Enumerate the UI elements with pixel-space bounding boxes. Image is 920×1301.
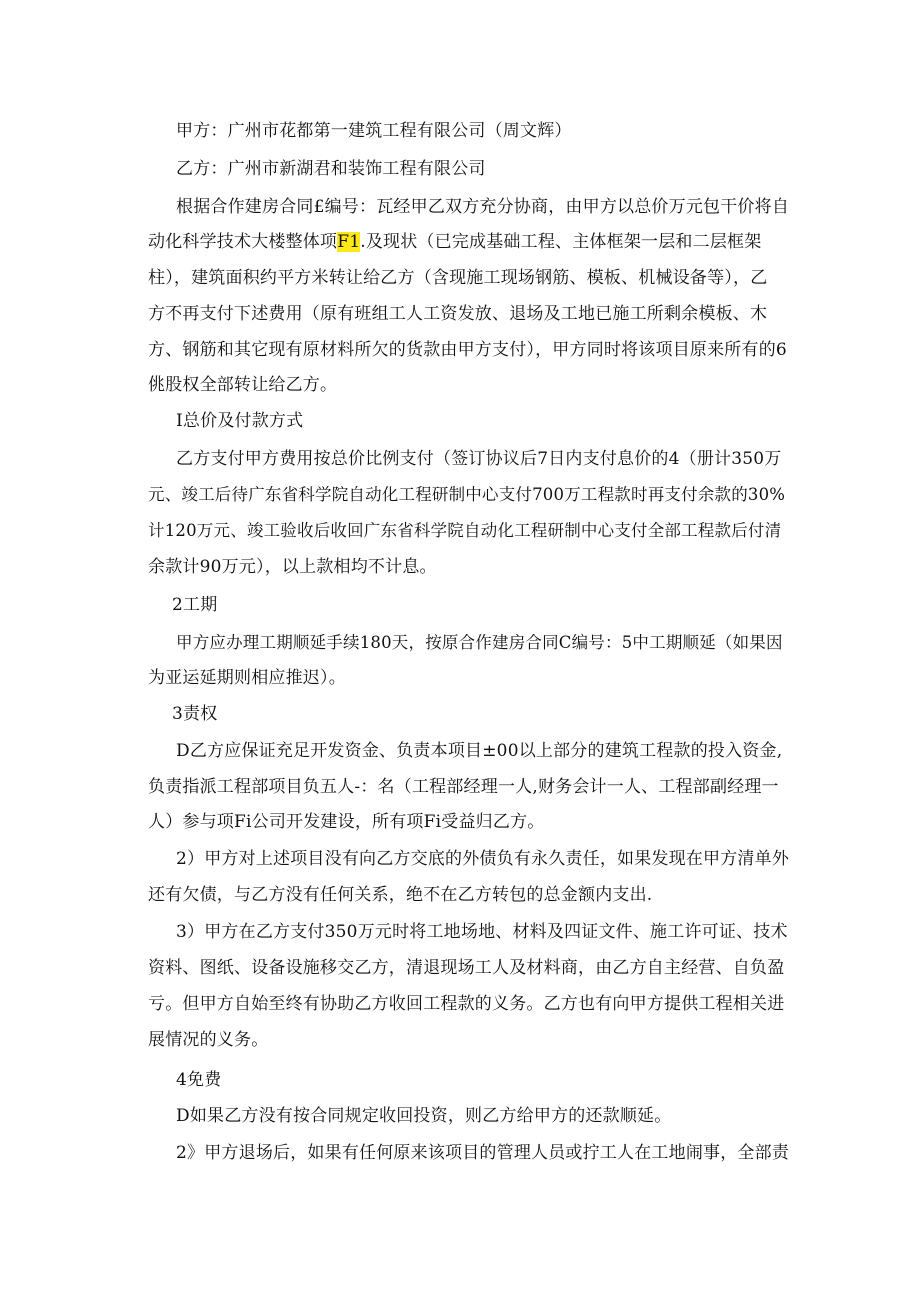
section-3-p2-line-2: 还有欠债，与乙方没有任何关系，绝不在乙方转包的总金额内支出. — [148, 885, 653, 905]
section-3-p3-line-3: 亏。但甲方自始至终有协助乙方收回工程款的义务。乙方也有向甲方提供工程相关进 — [148, 994, 785, 1014]
section-3-p1-line-1: D乙方应保证充足开发资金、负责本项目±00以上部分的建筑工程款的投入资金, — [176, 741, 783, 761]
section-4-p1-line-1: D如果乙方没有按合同规定收回投资，则乙方给甲方的还款顺延。 — [176, 1106, 672, 1126]
section-1-line-1: 乙方支付甲方费用按总价比例支付（签订协议后7日内支付息价的4（册计350万 — [176, 449, 782, 469]
intro-line-1: 根据合作建房合同£编号：瓦经甲乙双方充分协商，由甲方以总价万元包干价将自 — [176, 197, 790, 217]
section-1-line-3: 计120万元、竣工验收后收回广东省科学院自动化工程研制中心支付全部工程款后付清 — [148, 521, 782, 540]
section-3-p2-line-1: 2）甲方对上述项目没有向乙方交底的外债负有永久责任，如果发现在甲方清单外 — [176, 849, 790, 869]
intro-line-3: 柱），建筑面积约平方米转让给乙方（含现施工现场钢筋、模板、机械设备等），乙 — [148, 268, 768, 288]
intro-line-2-post: .及现状（已完成基础工程、主体框架一层和二层框架 — [360, 232, 762, 252]
intro-line-4: 方不再支付下述费用（原有班组工人工资发放、退场及工地已施工所剩余模板、木 — [148, 304, 768, 324]
section-3-p1-line-2: 负责指派工程部项目负五人-：名（工程部经理一人,财务会计一人、工程部副经理一 — [148, 777, 779, 797]
party-b-line: 乙方：广州市新湖君和装饰工程有限公司 — [176, 159, 486, 179]
section-3-p3-line-2: 资料、图纸、设备设施移交乙方，清退现场工人及材料商，由乙方自主经营、自负盈 — [148, 958, 785, 978]
section-3-p1-line-3: 人）参与项Fi公司开发建设，所有项Fi受益归乙方。 — [148, 812, 545, 832]
section-1-line-4: 余款计90万元），以上款相均不计息。 — [148, 557, 437, 577]
section-2-line-1: 甲方应办理工期顺延手续180天，按原合作建房合同C编号：5中工期顺延（如果因 — [176, 633, 783, 652]
highlighted-text: F1 — [337, 232, 361, 252]
section-2-line-2: 为亚运延期则相应推迟）。 — [148, 668, 346, 688]
party-a-line: 甲方：广州市花都第一建筑工程有限公司（周文辉） — [176, 121, 572, 141]
intro-line-2 — [148, 231, 761, 253]
section-3-p3-line-4: 展情况的义务。 — [148, 1030, 269, 1050]
section-4-heading: 4免费 — [176, 1070, 222, 1090]
section-1-line-2: 元、竣工后待广东省科学院自动化工程研制中心支付700万工程款时再支付余款的30% — [148, 485, 786, 504]
section-4-p2-line-1: 2》甲方退场后，如果有任何原来该项目的管理人员或拧工人在工地闹事，全部责 — [176, 1143, 790, 1163]
section-1-heading: I总价及付款方式 — [176, 411, 304, 431]
intro-line-2-pre: 动化科学技术大楼整体项 — [148, 232, 338, 252]
section-2-heading: 2工期 — [172, 595, 218, 615]
section-3-p3-line-1: 3）甲方在乙方支付350万元时将工地场地、材料及四证文件、施工许可证、技术 — [176, 922, 788, 942]
intro-line-6: 佻股权全部转让给乙方。 — [148, 375, 338, 395]
intro-line-5: 方、钢筋和其它现有原材料所欠的货款由甲方支付），甲方同时将该项目原来所有的6 — [148, 340, 787, 360]
section-3-heading: 3责权 — [172, 704, 218, 724]
